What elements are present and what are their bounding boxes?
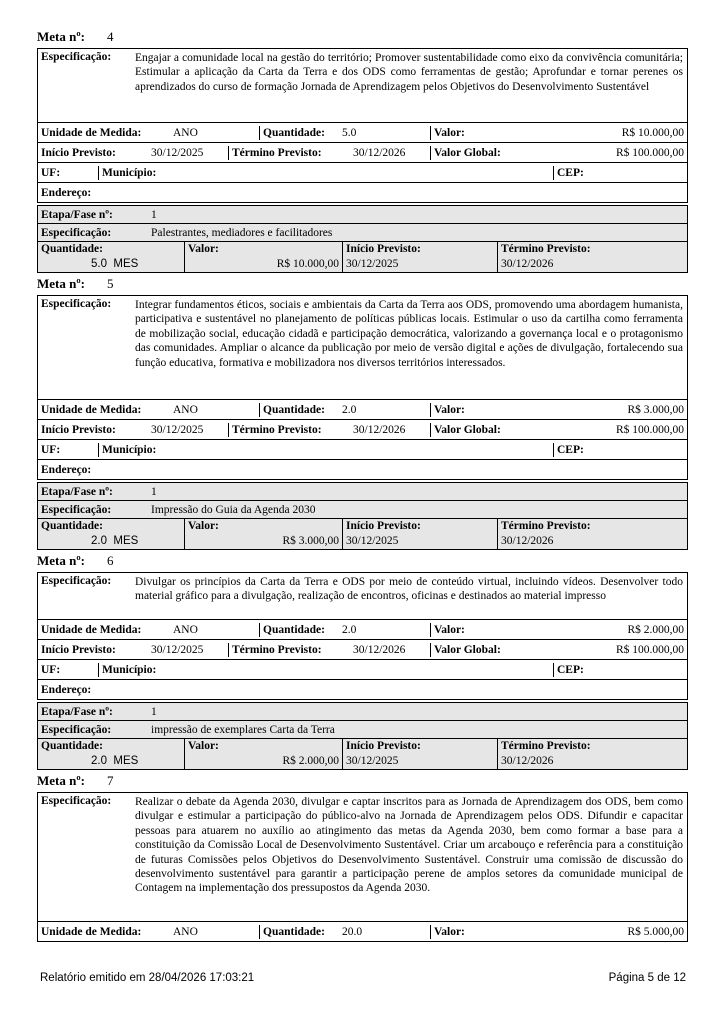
value-amount: R$ 5.000,00 — [627, 925, 684, 938]
schedule-row — [38, 419, 687, 439]
cep-label: CEP: — [553, 443, 687, 457]
start-date: 30/12/2025 — [151, 423, 204, 436]
etapa-start: 30/12/2025 — [346, 535, 399, 547]
etapa-number: 1 — [151, 208, 157, 221]
quantity-label: Quantidade: — [259, 623, 339, 637]
etapa-values-row — [38, 241, 687, 272]
etapa-value-cell — [184, 739, 342, 769]
unit-label: Unidade de Medida: — [41, 623, 142, 636]
meta-header — [37, 772, 688, 790]
etapa-label: Etapa/Fase nº: — [41, 705, 113, 718]
etapa-end-cell — [497, 242, 687, 272]
meta-header — [37, 275, 688, 293]
global-value-amount: R$ 100.000,00 — [615, 643, 684, 656]
meta-header — [37, 552, 688, 570]
end-date: 30/12/2026 — [353, 423, 406, 436]
uf-label: UF: — [41, 663, 61, 676]
global-value-label: Valor Global: — [430, 423, 530, 437]
etapa-label: Etapa/Fase nº: — [41, 485, 113, 498]
quantity-value: 5.0 — [342, 126, 357, 139]
end-label: Término Previsto: — [228, 146, 350, 160]
etapa-spec-row — [38, 223, 687, 241]
value-amount: R$ 2.000,00 — [627, 623, 684, 636]
spec-label: Especificação: — [41, 51, 112, 63]
address-label: Endereço: — [41, 683, 92, 696]
meta-specification: Realizar o debate da Agenda 2030, divulgar e captar inscritos para as Jornada de Aprendizagem dos ODS, bem como divulgar e estimular a participação do público-alvo na Jornada de Aprendizagem pelos ODS. Difundir e capacitar pessoas para atuarem no auxílio ao atingimento das metas da Agenda 2030, bem como formar a base para a constituição da Comissão Local de Desenvolvimento Sustentável. Criar um arcabouço e referência para a constituição de futuras Comissões pelos Objetivos do Desenvolvimento Sustentável. Construir uma comissão de discussão do desenvolvimento sustentável para garantir a participação perene de amplos setores da comunidade municipal de Contagem na implementação dos pressupostos da Agenda 2030. — [135, 796, 683, 895]
municipio-label: Município: — [98, 663, 553, 677]
etapa-specification: Impressão do Guia da Agenda 2030 — [151, 503, 316, 516]
meta-block — [37, 48, 688, 203]
start-label: Início Previsto: — [41, 423, 116, 436]
etapa-quantity-cell — [38, 519, 184, 549]
etapa-spec-label: Especificação: — [41, 723, 112, 736]
value-label: Valor: — [430, 403, 490, 417]
meta-label: Meta nº: — [37, 553, 85, 568]
global-value-label: Valor Global: — [430, 146, 530, 160]
end-label: Término Previsto: — [228, 423, 350, 437]
etapa-start-cell — [342, 242, 497, 272]
global-value-label: Valor Global: — [430, 643, 530, 657]
meta-specification: Engajar a comunidade local na gestão do território; Promover sustentabilidade como eixo da convivência comunitária; Estimular a aplicação da Carta da Terra e dos ODS como ferramentas de gestão; Aprofundar e tornar perenes os aprendizados do curso de formação Jornada de Aprendizagem pelos Objetivos do Desenvolvimento Sustentável — [135, 52, 683, 93]
etapa-start-label: Início Previsto: — [346, 243, 421, 255]
etapa-end-label: Término Previsto: — [501, 520, 591, 532]
location-row — [38, 439, 687, 459]
etapa-spec-row — [38, 500, 687, 518]
measure-row — [38, 122, 687, 142]
value-amount: R$ 10.000,00 — [621, 126, 684, 139]
etapa-block — [37, 482, 688, 550]
spec-label: Especificação: — [41, 298, 112, 310]
start-label: Início Previsto: — [41, 146, 116, 159]
etapa-specification: impressão de exemplares Carta da Terra — [151, 723, 335, 736]
etapa-end-label: Término Previsto: — [501, 243, 591, 255]
municipio-label: Município: — [98, 166, 553, 180]
etapa-quantity: 5.0 — [91, 258, 107, 270]
meta-specification: Divulgar os princípios da Carta da Terra e ODS por meio de conteúdo virtual, incluindo vídeos. Desenvolver todo material gráfico para a divulgação, realização de encontros, oficinas e destinados ao material impresso — [135, 576, 683, 603]
meta-label: Meta nº: — [37, 276, 85, 291]
quantity-value: 20.0 — [342, 925, 363, 938]
etapa-label: Etapa/Fase nº: — [41, 208, 113, 221]
meta-label: Meta nº: — [37, 773, 85, 788]
etapa-number: 1 — [151, 705, 157, 718]
etapa-values-row — [38, 738, 687, 769]
meta-specification: Integrar fundamentos éticos, sociais e ambientais da Carta da Terra aos ODS, promovendo uma abordagem humanista, participativa e sustentável no planejamento de políticas públicas locais. Estimular o uso da cartilha como ferramenta de mobilização social, educação cidadã e participação democrática, valorizando a governança local e o protagonismo das comunidades. Ampliar o alcance da publicação por meio de versão digital e ações de divulgação, fortalecendo sua função educativa, formativa e mobilizadora nos diversos territórios interessados. — [135, 299, 683, 369]
etapa-quantity-label: Quantidade: — [41, 740, 103, 752]
etapa-value: R$ 10.000,00 — [276, 258, 339, 270]
value-amount: R$ 3.000,00 — [627, 403, 684, 416]
end-date: 30/12/2026 — [353, 146, 406, 159]
quantity-value: 2.0 — [342, 623, 357, 636]
etapa-end-cell — [497, 519, 687, 549]
address-row — [38, 459, 687, 479]
etapa-quantity-cell — [38, 739, 184, 769]
etapa-quantity: 2.0 — [91, 535, 107, 547]
etapa-end: 30/12/2026 — [501, 535, 554, 547]
etapa-value-label: Valor: — [188, 520, 219, 532]
etapa-unit: MES — [113, 258, 139, 270]
meta-block — [37, 792, 688, 942]
etapa-specification: Palestrantes, mediadores e facilitadores — [151, 226, 333, 239]
spec-label: Especificação: — [41, 795, 112, 807]
etapa-unit: MES — [113, 755, 139, 767]
address-row — [38, 182, 687, 202]
etapa-value-cell — [184, 519, 342, 549]
meta-block — [37, 572, 688, 700]
etapa-number-row — [38, 206, 687, 223]
meta-number: 4 — [106, 29, 114, 44]
quantity-label: Quantidade: — [259, 126, 339, 140]
unit-label: Unidade de Medida: — [41, 403, 142, 416]
location-row — [38, 659, 687, 679]
etapa-start-cell — [342, 739, 497, 769]
global-value-amount: R$ 100.000,00 — [615, 423, 684, 436]
municipio-label: Município: — [98, 443, 553, 457]
etapa-end-label: Término Previsto: — [501, 740, 591, 752]
meta-number: 6 — [106, 553, 114, 568]
etapa-values-row — [38, 518, 687, 549]
meta-spec-row — [38, 793, 687, 921]
value-label: Valor: — [430, 925, 490, 939]
measure-row — [38, 619, 687, 639]
quantity-value: 2.0 — [342, 403, 357, 416]
etapa-block — [37, 702, 688, 770]
address-label: Endereço: — [41, 463, 92, 476]
etapa-start-label: Início Previsto: — [346, 520, 421, 532]
etapa-spec-label: Especificação: — [41, 226, 112, 239]
etapa-value: R$ 2.000,00 — [282, 755, 339, 767]
meta-number: 5 — [106, 276, 114, 291]
meta-block — [37, 295, 688, 480]
unit-label: Unidade de Medida: — [41, 925, 142, 938]
global-value-amount: R$ 100.000,00 — [615, 146, 684, 159]
meta-number: 7 — [106, 773, 114, 788]
unit-value: ANO — [173, 403, 198, 416]
measure-row — [38, 399, 687, 419]
etapa-quantity-cell — [38, 242, 184, 272]
unit-value: ANO — [173, 925, 198, 938]
cep-label: CEP: — [553, 663, 687, 677]
meta-spec-row — [38, 49, 687, 122]
report-timestamp: Relatório emitido em 28/04/2026 17:03:21 — [40, 972, 255, 984]
etapa-value-cell — [184, 242, 342, 272]
measure-row — [38, 921, 687, 941]
cep-label: CEP: — [553, 166, 687, 180]
schedule-row — [38, 142, 687, 162]
end-date: 30/12/2026 — [353, 643, 406, 656]
etapa-start: 30/12/2025 — [346, 258, 399, 270]
meta-spec-row — [38, 296, 687, 399]
etapa-spec-row — [38, 720, 687, 738]
end-label: Término Previsto: — [228, 643, 350, 657]
meta-label: Meta nº: — [37, 29, 85, 44]
etapa-start-label: Início Previsto: — [346, 740, 421, 752]
etapa-number-row — [38, 483, 687, 500]
address-label: Endereço: — [41, 186, 92, 199]
meta-spec-row — [38, 573, 687, 619]
etapa-value-label: Valor: — [188, 243, 219, 255]
etapa-number: 1 — [151, 485, 157, 498]
quantity-label: Quantidade: — [259, 925, 339, 939]
spec-label: Especificação: — [41, 575, 112, 587]
etapa-end: 30/12/2026 — [501, 755, 554, 767]
report-page — [37, 28, 688, 942]
etapa-block — [37, 205, 688, 273]
location-row — [38, 162, 687, 182]
unit-value: ANO — [173, 126, 198, 139]
etapa-end-cell — [497, 739, 687, 769]
value-label: Valor: — [430, 126, 490, 140]
etapa-quantity-label: Quantidade: — [41, 520, 103, 532]
page-footer — [40, 972, 686, 984]
etapa-unit: MES — [113, 535, 139, 547]
start-date: 30/12/2025 — [151, 643, 204, 656]
uf-label: UF: — [41, 443, 61, 456]
page-number: Página 5 de 12 — [608, 972, 686, 984]
etapa-start: 30/12/2025 — [346, 755, 399, 767]
address-row — [38, 679, 687, 699]
etapa-quantity: 2.0 — [91, 755, 107, 767]
schedule-row — [38, 639, 687, 659]
value-label: Valor: — [430, 623, 490, 637]
etapa-start-cell — [342, 519, 497, 549]
quantity-label: Quantidade: — [259, 403, 339, 417]
etapa-value-label: Valor: — [188, 740, 219, 752]
unit-value: ANO — [173, 623, 198, 636]
start-label: Início Previsto: — [41, 643, 116, 656]
uf-label: UF: — [41, 166, 61, 179]
etapa-end: 30/12/2026 — [501, 258, 554, 270]
etapa-number-row — [38, 703, 687, 720]
start-date: 30/12/2025 — [151, 146, 204, 159]
etapa-spec-label: Especificação: — [41, 503, 112, 516]
meta-header — [37, 28, 688, 46]
unit-label: Unidade de Medida: — [41, 126, 142, 139]
etapa-quantity-label: Quantidade: — [41, 243, 103, 255]
etapa-value: R$ 3.000,00 — [282, 535, 339, 547]
